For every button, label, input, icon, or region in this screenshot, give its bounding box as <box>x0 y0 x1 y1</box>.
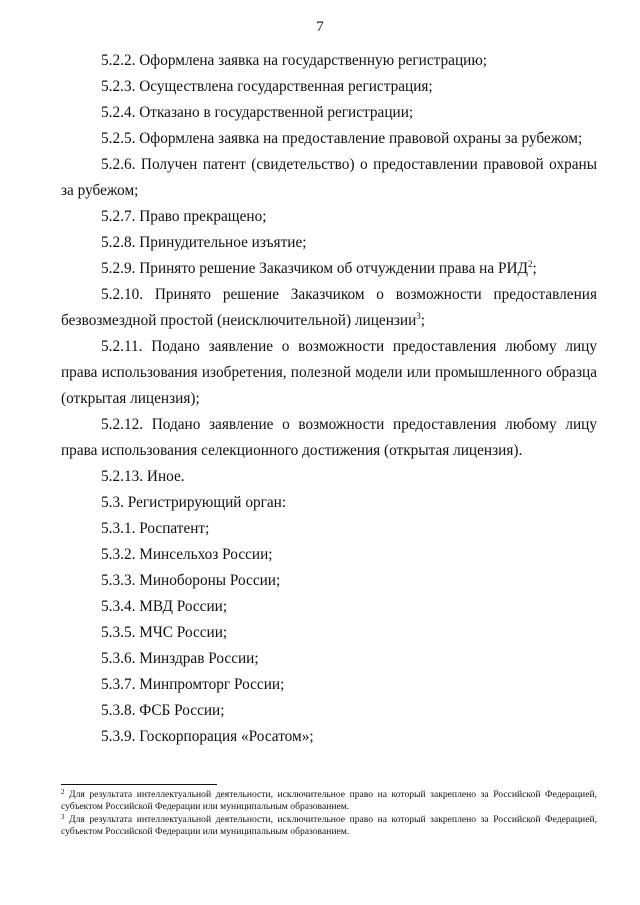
footnote: $^3$ Для результата интеллектуальной деятельности, исключительное право на который закреплено за Российской Федерацией, субъектом Российской Федерации или муниципальным образованием. <box>61 813 597 837</box>
list-item: 5.3.2. Минсельхоз России; <box>101 546 273 563</box>
list-item: 5.2.4. Отказано в государственной регистрации; <box>101 104 414 121</box>
list-item: 5.3.3. Минобороны России; <box>101 572 281 589</box>
footnote-divider <box>61 784 217 785</box>
footnotes <box>61 789 597 839</box>
footnote-mark: 3 <box>61 813 65 821</box>
page-number: 7 <box>316 19 324 35</box>
list-item: 5.2.3. Осуществлена государственная регистрация; <box>101 78 433 95</box>
section-heading: 5.3. Регистрирующий орган: <box>101 494 287 511</box>
list-item: 5.3.5. МЧС России; <box>101 624 228 641</box>
list-item: 5.3.6. Минздрав России; <box>101 650 259 667</box>
list-item: 5.3.4. МВД России; <box>101 598 228 615</box>
list-item: 5.3.1. Роспатент; <box>101 520 210 537</box>
list-item: 5.2.9. Принято решение Заказчиком об отчуждении права на РИД$^2$; <box>101 259 537 277</box>
footnote-ref: 2 <box>527 259 533 269</box>
list-item: 5.3.9. Госкорпорация «Росатом»; <box>101 728 314 745</box>
list-item: 5.2.10. Принято решение Заказчиком о возможности предоставления безвозмездной простой (неисключительной) лицензии$^3$; <box>61 286 597 329</box>
list-item: 5.2.5. Оформлена заявка на предоставление правовой охраны за рубежом; <box>101 130 583 147</box>
document-body <box>61 48 597 750</box>
list-item: 5.3.8. ФСБ России; <box>101 702 225 719</box>
list-item: 5.2.13. Иное. <box>101 468 185 485</box>
list-item: 5.2.8. Принудительное изъятие; <box>101 234 307 251</box>
list-item: 5.2.11. Подано заявление о возможности предоставления любому лицу права использования изобретения, полезной модели или промышленного образца (открытая лицензия); <box>61 338 597 407</box>
footnote-mark: 2 <box>61 788 65 796</box>
footnote-ref: 3 <box>416 311 421 321</box>
footnote: $^2$ Для результата интеллектуальной деятельности, исключительное право на который закреплено за Российской Федерацией, субъектом Российской Федерации или муниципальным образованием. <box>61 788 597 812</box>
list-item: 5.2.6. Получен патент (свидетельство) о предоставлении правовой охраны за рубежом; <box>61 156 597 199</box>
list-item: 5.2.12. Подано заявление о возможности предоставления любому лицу права использования селекционного достижения (открытая лицензия). <box>61 416 597 459</box>
list-item: 5.3.7. Минпромторг России; <box>101 676 285 693</box>
list-item: 5.2.2. Оформлена заявка на государственную регистрацию; <box>101 52 488 69</box>
list-item: 5.2.7. Право прекращено; <box>101 208 267 225</box>
